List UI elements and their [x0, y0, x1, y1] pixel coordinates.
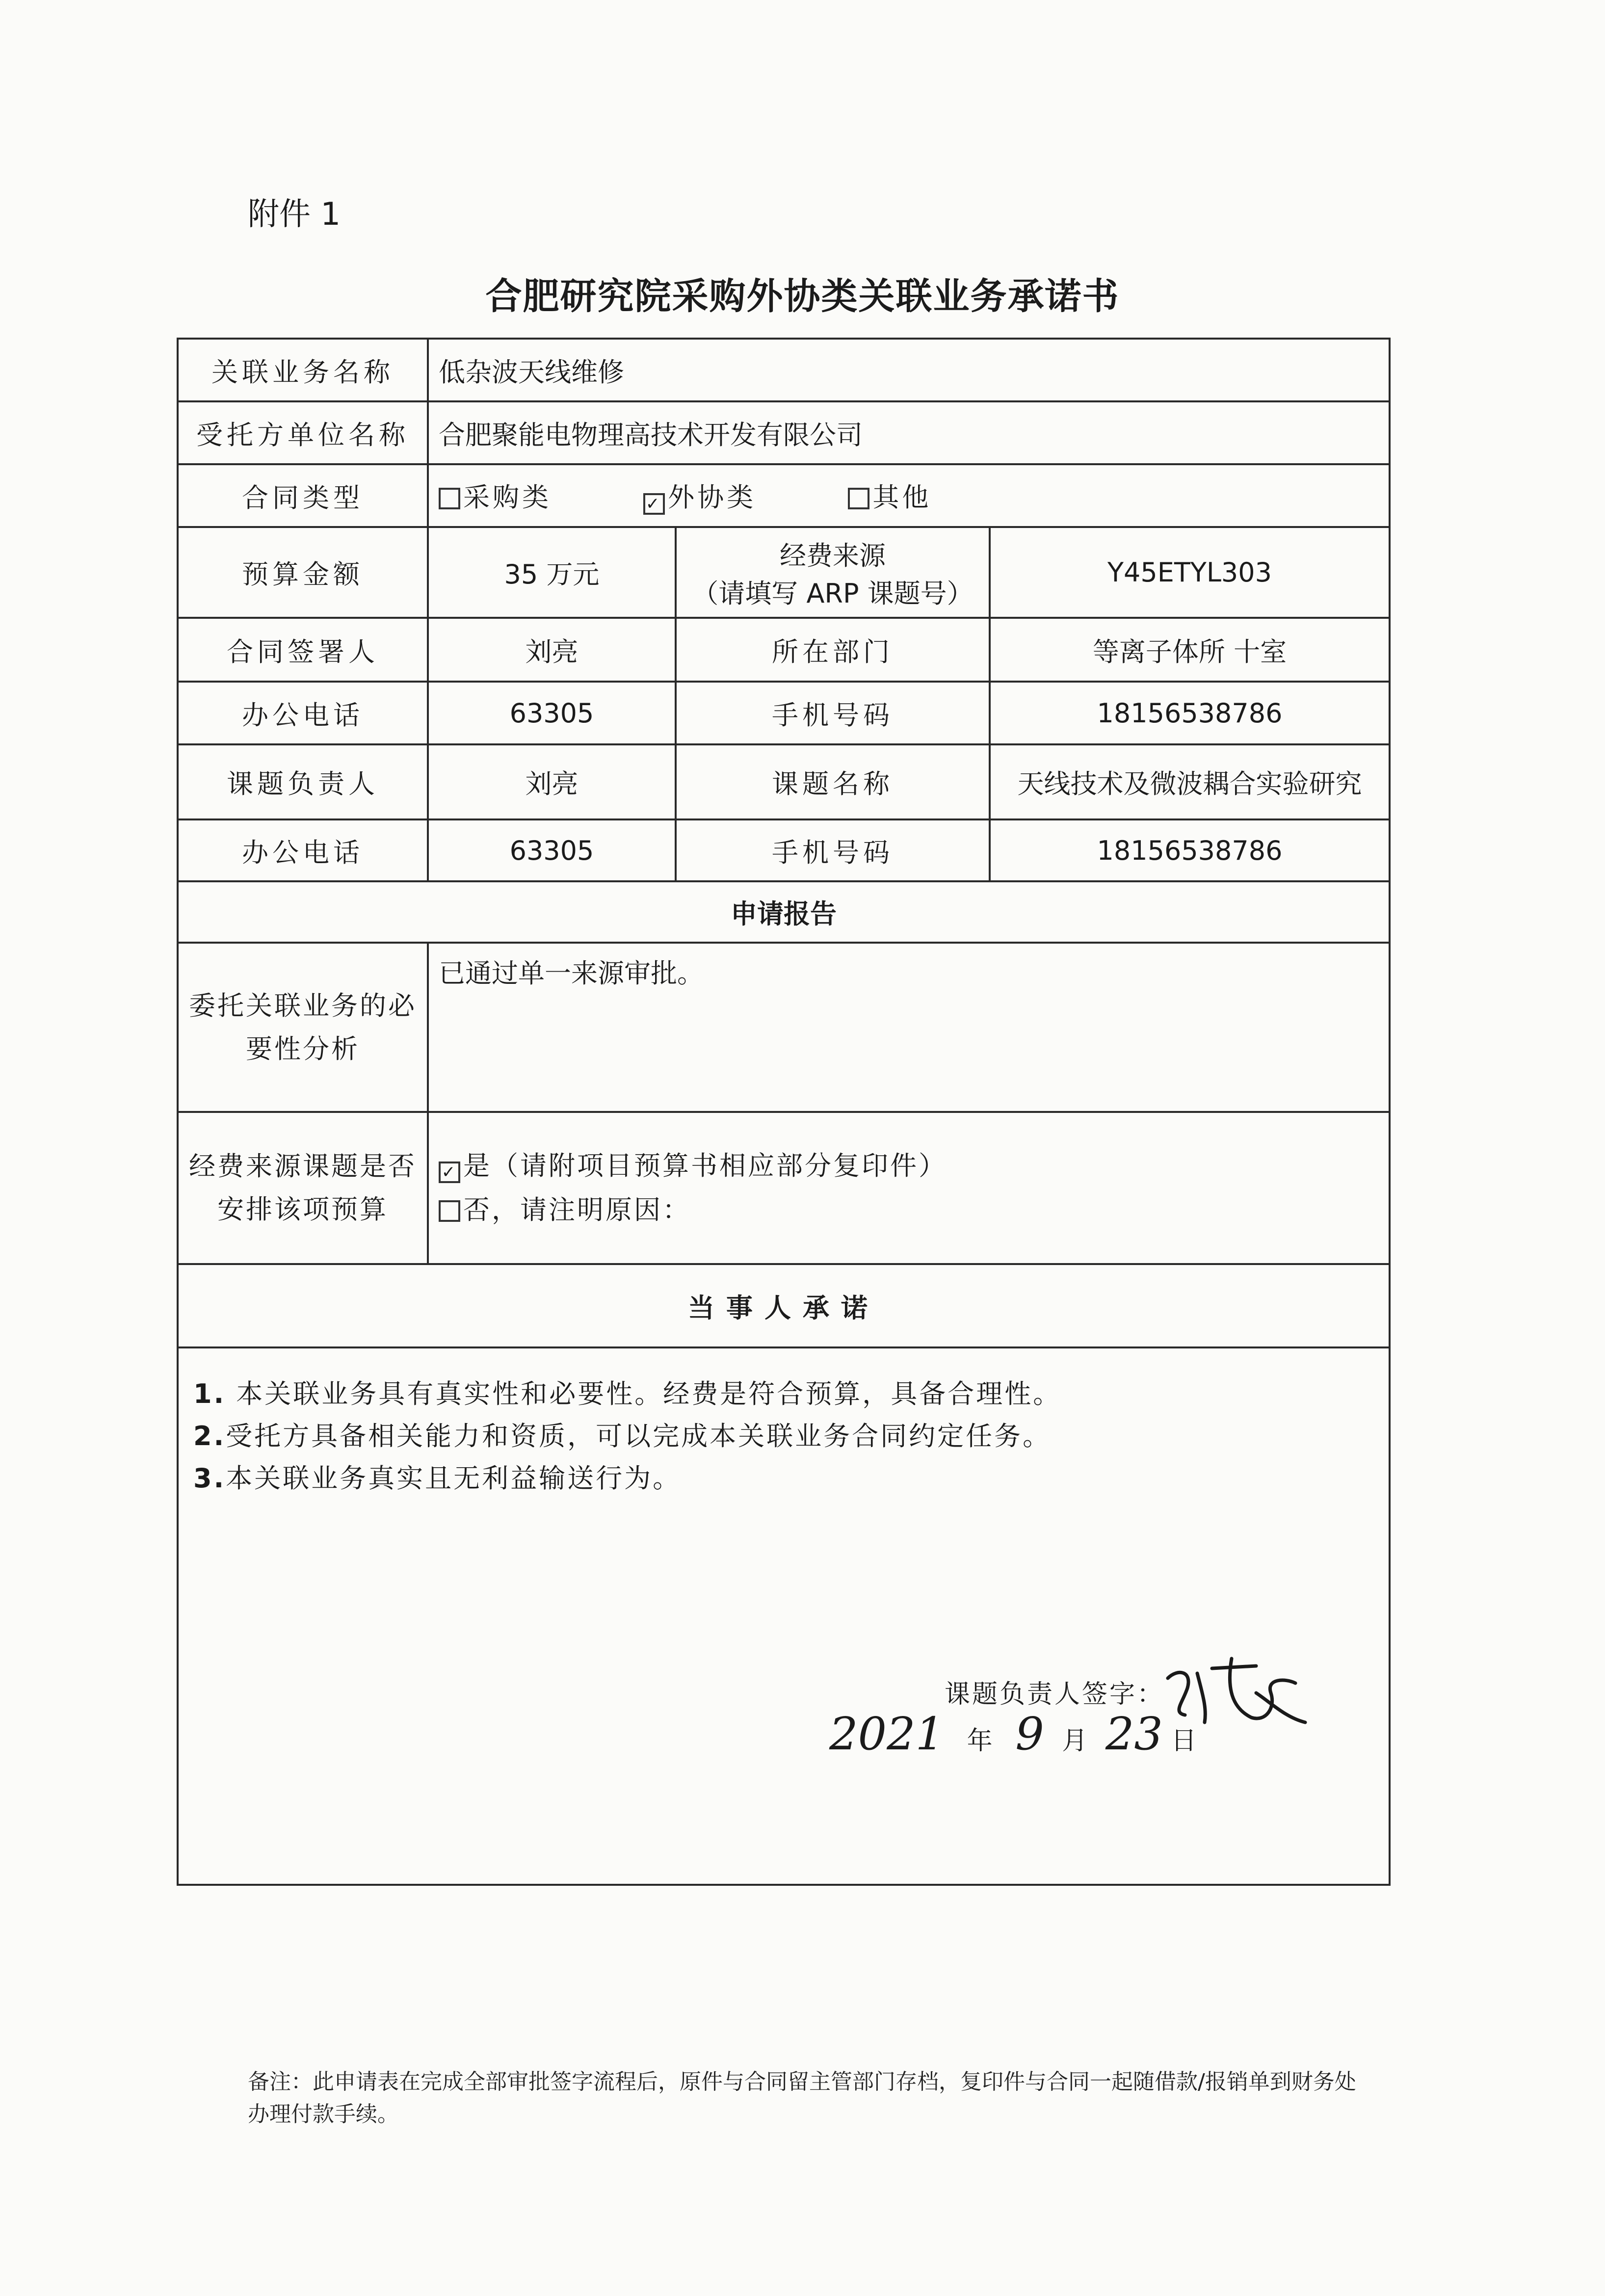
project-name-label: 课题名称 [676, 744, 990, 819]
checkbox-outsource[interactable]: ✓ [643, 493, 665, 515]
annex-label: 附件 1 [248, 196, 341, 233]
fund-source-label-line2: （请填写 ARP 课题号） [692, 578, 974, 609]
mobile-label: 手机号码 [676, 682, 990, 744]
option-purchase-label: 采购类 [463, 482, 552, 513]
option-yes-label: 是（请附项目预算书相应部分复印件） [463, 1150, 947, 1181]
option-outsource-label: 外协类 [668, 482, 757, 513]
row-budget [178, 527, 1390, 618]
business-name-label: 关联业务名称 [178, 339, 428, 401]
office-phone-label-2: 办公电话 [178, 819, 428, 881]
pi-value: 刘亮 [428, 744, 676, 819]
checkbox-no[interactable] [439, 1200, 460, 1222]
mobile-label-2: 手机号码 [676, 819, 990, 881]
budgeted-options [428, 1112, 1390, 1264]
budget-value: 35 万元 [428, 527, 676, 618]
option-outsource[interactable] [643, 476, 756, 515]
option-other[interactable] [848, 476, 931, 514]
necessity-value: 已通过单一来源审批。 [428, 943, 1390, 1112]
office-phone-value-2: 63305 [428, 819, 676, 881]
commitment-body [178, 1347, 1390, 1885]
signature-date [829, 1708, 1196, 1760]
checkbox-purchase[interactable] [439, 488, 460, 509]
mobile-value: 18156538786 [990, 682, 1390, 744]
office-phone-label: 办公电话 [178, 682, 428, 744]
contractor-value: 合肥聚能电物理高技术开发有限公司 [428, 401, 1390, 464]
fund-source-label [676, 527, 990, 618]
row-commitment-heading [178, 1264, 1390, 1347]
option-other-label: 其他 [872, 482, 932, 513]
dept-value: 等离子体所 十室 [990, 618, 1390, 682]
fund-source-label-line1: 经费来源 [780, 540, 886, 571]
business-name-value: 低杂波天线维修 [428, 339, 1390, 401]
date-year-unit: 年 [967, 1726, 993, 1756]
option-yes[interactable] [439, 1144, 1379, 1188]
date-year: 2021 [829, 1708, 945, 1760]
project-name-value: 天线技术及微波耦合实验研究 [990, 744, 1390, 819]
dept-label: 所在部门 [676, 618, 990, 682]
row-office-phone [178, 682, 1390, 744]
row-budgeted [178, 1112, 1390, 1264]
option-no-label: 否，请注明原因： [463, 1194, 691, 1225]
row-necessity [178, 943, 1390, 1112]
pi-label: 课题负责人 [178, 744, 428, 819]
necessity-label: 委托关联业务的必要性分析 [178, 943, 428, 1112]
row-commitment-body [178, 1347, 1390, 1885]
contract-type-options [428, 464, 1390, 527]
mobile-value-2: 18156538786 [990, 819, 1390, 881]
contract-type-label: 合同类型 [178, 464, 428, 527]
date-day: 23 [1105, 1708, 1163, 1760]
checkbox-yes[interactable]: ✓ [439, 1161, 460, 1183]
row-contract-type [178, 464, 1390, 527]
footnote: 备注：此申请表在完成全部审批签字流程后，原件与合同留主管部门存档，复印件与合同一起随借款/报销单到财务处办理付款手续。 [248, 2069, 1356, 2127]
row-business-name [178, 339, 1390, 401]
commitment-heading: 当事人承诺 [178, 1264, 1390, 1347]
row-contractor [178, 401, 1390, 464]
checkbox-other[interactable] [848, 488, 869, 509]
signature-label: 课题负责人签字： [945, 1680, 1165, 1709]
fund-source-value: Y45ETYL303 [990, 527, 1390, 618]
signer-label: 合同签署人 [178, 618, 428, 682]
row-pi [178, 744, 1390, 819]
row-signer [178, 618, 1390, 682]
office-phone-value: 63305 [428, 682, 676, 744]
date-month: 9 [1015, 1708, 1044, 1760]
row-report-heading [178, 881, 1390, 943]
commitment-item-2: 2.受托方具备相关能力和资质，可以完成本关联业务合同约定任务。 [193, 1421, 1052, 1451]
contractor-label: 受托方单位名称 [178, 401, 428, 464]
row-office-phone-2 [178, 819, 1390, 881]
option-purchase[interactable] [439, 476, 552, 514]
report-heading: 申请报告 [178, 881, 1390, 943]
date-day-unit: 日 [1171, 1726, 1197, 1756]
commitment-item-1: 1. 本关联业务具有真实性和必要性。经费是符合预算，具备合理性。 [193, 1378, 1062, 1409]
commitment-item-3: 3.本关联业务真实且无利益输送行为。 [193, 1463, 682, 1494]
date-month-unit: 月 [1062, 1726, 1088, 1756]
budgeted-label: 经费来源课题是否安排该项预算 [178, 1112, 428, 1264]
signer-value: 刘亮 [428, 618, 676, 682]
budget-label: 预算金额 [178, 527, 428, 618]
option-no[interactable] [439, 1188, 1379, 1232]
document-title: 合肥研究院采购外协类关联业务承诺书 [485, 275, 1120, 317]
